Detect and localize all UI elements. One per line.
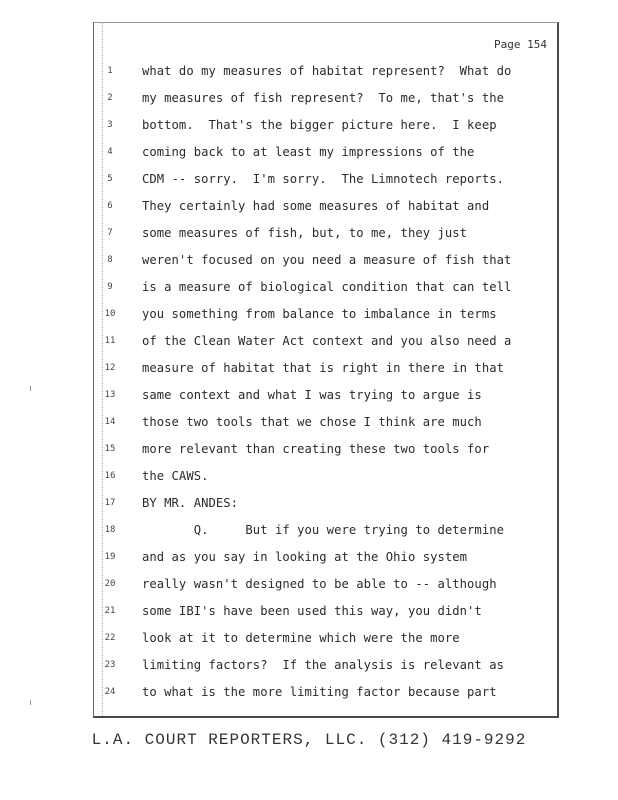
line-number: 12	[104, 363, 116, 373]
transcript-line	[94, 463, 557, 490]
line-text: really wasn't designed to be able to -- although	[142, 577, 497, 591]
transcript-line	[94, 355, 557, 382]
line-text: weren't focused on you need a measure of fish that	[142, 253, 512, 267]
transcript-line	[94, 436, 557, 463]
transcript-line	[94, 193, 557, 220]
line-text: Q. But if you were trying to determine	[142, 523, 504, 537]
line-text: look at it to determine which were the more	[142, 631, 460, 645]
transcript-line	[94, 490, 557, 517]
line-text: more relevant than creating these two tools for	[142, 442, 490, 456]
line-number: 6	[107, 201, 113, 211]
line-text: and as you say in looking at the Ohio system	[142, 550, 468, 564]
line-number: 23	[104, 660, 116, 670]
line-number: 5	[107, 174, 113, 184]
transcript-line	[94, 679, 557, 706]
line-text: same context and what I was trying to argue is	[142, 388, 482, 402]
line-number: 3	[107, 120, 113, 130]
line-text: of the Clean Water Act context and you also need a	[142, 334, 512, 348]
line-number: 10	[104, 309, 116, 319]
line-text: some IBI's have been used this way, you didn't	[142, 604, 482, 618]
transcript-line	[94, 517, 557, 544]
transcript-line	[94, 247, 557, 274]
court-reporter-footer: L.A. COURT REPORTERS, LLC. (312) 419-9292	[91, 731, 527, 749]
transcript-line	[94, 382, 557, 409]
transcript-page	[93, 22, 559, 718]
line-number: 7	[107, 228, 113, 238]
scan-speck	[30, 386, 34, 391]
line-text: BY MR. ANDES:	[142, 496, 239, 510]
line-number: 19	[104, 552, 116, 562]
transcript-lines	[94, 58, 557, 706]
line-text: CDM -- sorry. I'm sorry. The Limnotech reports.	[142, 172, 504, 186]
line-number: 20	[104, 579, 116, 589]
transcript-line	[94, 58, 557, 85]
transcript-line	[94, 544, 557, 571]
line-number: 9	[107, 282, 113, 292]
line-number: 4	[107, 147, 113, 157]
line-number: 21	[104, 606, 116, 616]
line-number: 24	[104, 687, 116, 697]
line-text: limiting factors? If the analysis is relevant as	[142, 658, 504, 672]
line-number: 8	[107, 255, 113, 265]
transcript-line	[94, 328, 557, 355]
line-number: 13	[104, 390, 116, 400]
transcript-line	[94, 625, 557, 652]
line-number: 17	[104, 498, 116, 508]
scan-speck	[30, 700, 34, 705]
transcript-line	[94, 139, 557, 166]
line-number: 11	[104, 336, 116, 346]
transcript-line	[94, 598, 557, 625]
line-number: 18	[104, 525, 116, 535]
transcript-line	[94, 571, 557, 598]
transcript-line	[94, 166, 557, 193]
line-text: you something from balance to imbalance in terms	[142, 307, 497, 321]
line-text: the CAWS.	[142, 469, 209, 483]
transcript-line	[94, 301, 557, 328]
line-text: what do my measures of habitat represent? What do	[142, 64, 512, 78]
line-number: 15	[104, 444, 116, 454]
transcript-line	[94, 409, 557, 436]
line-text: those two tools that we chose I think are much	[142, 415, 482, 429]
transcript-line	[94, 652, 557, 679]
transcript-line	[94, 112, 557, 139]
line-number: 16	[104, 471, 116, 481]
transcript-line	[94, 220, 557, 247]
line-text: bottom. That's the bigger picture here. I keep	[142, 118, 497, 132]
line-text: is a measure of biological condition that can tell	[142, 280, 512, 294]
line-number: 14	[104, 417, 116, 427]
page-number: Page 154	[494, 38, 547, 51]
line-number: 2	[107, 93, 113, 103]
line-text: to what is the more limiting factor because part	[142, 685, 497, 699]
line-number: 22	[104, 633, 116, 643]
line-text: measure of habitat that is right in there in that	[142, 361, 504, 375]
transcript-line	[94, 85, 557, 112]
line-number: 1	[107, 66, 113, 76]
transcript-line	[94, 274, 557, 301]
line-text: some measures of fish, but, to me, they just	[142, 226, 468, 240]
line-text: coming back to at least my impressions of the	[142, 145, 475, 159]
line-text: my measures of fish represent? To me, that's the	[142, 91, 504, 105]
line-text: They certainly had some measures of habitat and	[142, 199, 490, 213]
